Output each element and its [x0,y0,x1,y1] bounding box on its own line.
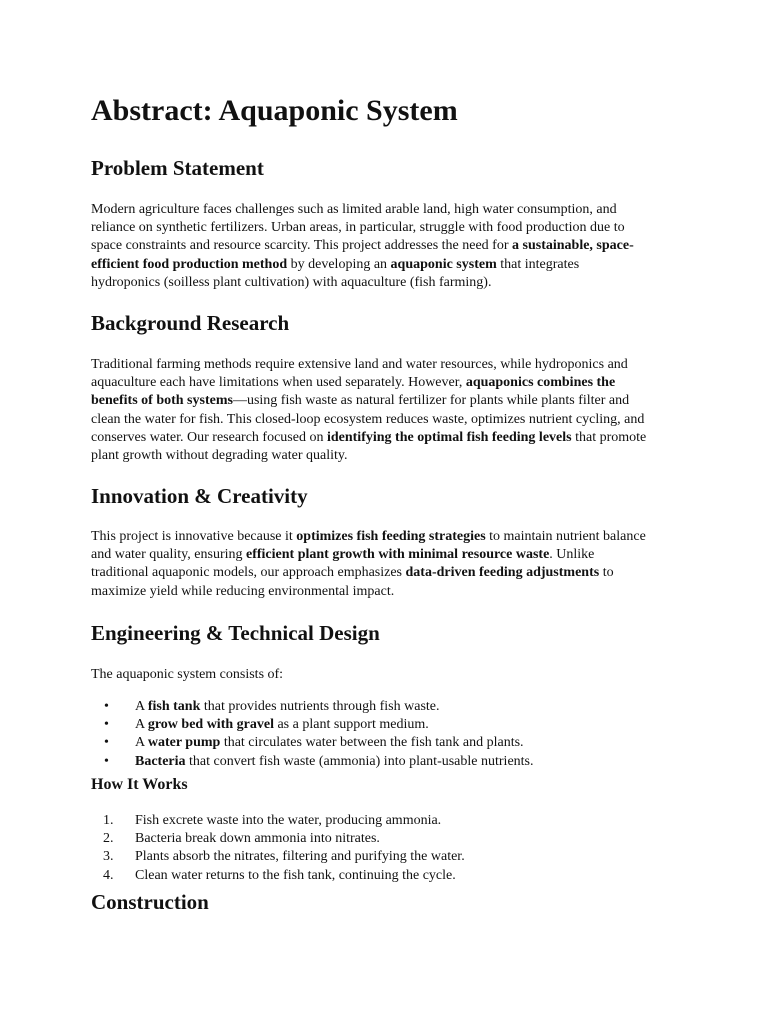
bold-text: identifying the optimal fish feeding levels [326,429,572,445]
text-run: that integrates hydroponics (soilless plant cultivation) with aquaculture (fish farming). [91,256,580,290]
bold-text: grow bed with gravel [147,717,274,733]
construction-heading: Construction [91,890,209,914]
step-number: 1. [103,813,114,828]
how-it-works-heading: How It Works [91,776,188,793]
background-research-heading: Background Research [91,311,290,335]
text-run: to maximize yield while reducing environmental impact. [91,565,614,599]
bullet-marker: • [104,735,109,751]
list-item [91,812,651,830]
problem-statement-paragraph [91,201,651,292]
innovation-paragraph [91,528,651,601]
text-run: as a plant support medium. [273,717,429,733]
bold-text: optimizes fish feeding strategies [296,529,486,544]
text-run: Traditional farming methods require extensive land and water resources, while hydroponics and aquaculture each have limitations when used separately. However, [91,357,628,391]
innovation-heading: Innovation & Creativity [91,484,308,508]
list-item [91,753,651,771]
bold-text: aquaponics combines the benefits of both systems [91,375,616,409]
engineering-heading: Engineering & Technical Design [91,621,380,645]
step-text: Plants absorb the nitrates, filtering and purifying the water. [135,849,465,865]
text-run: that provides nutrients through fish waste. [200,699,440,714]
list-item [91,734,651,752]
text-run: —using fish waste as natural fertilizer for plants while plants filter and clean the water for fish. This closed-loop ecosystem reduces waste, optimizes nutrient cycling, and conserves water. Our research focused on [91,393,645,445]
step-text: Bacteria break down ammonia into nitrates. [135,831,380,847]
list-item [91,867,651,885]
steps-list [91,812,651,885]
bullet-marker: • [104,753,109,769]
list-item [91,848,651,866]
text-run: Modern agriculture faces challenges such as limited arable land, high water consumption, and reliance on synthetic fertilizers. Urban areas, in particular, struggle with food production due to space constraints and resource scarcity. This project addresses the need for [91,202,625,254]
step-number: 4. [103,867,114,883]
bold-text: a sustainable, space-efficient food production method [91,238,634,272]
bullet-marker: • [104,699,109,714]
background-research-paragraph [91,356,651,465]
text-run: A [135,735,148,751]
bold-text: fish tank [147,699,201,714]
list-item [91,716,651,734]
step-number: 3. [103,849,114,865]
engineering-intro: The aquaponic system consists of: [91,667,284,682]
bold-text: aquaponic system [390,256,497,272]
document-title: Abstract: Aquaponic System [91,94,458,127]
text-run: . Unlike traditional aquaponic models, our approach emphasizes [91,547,595,581]
components-list [91,698,651,771]
bold-text: efficient plant growth with minimal resource waste [246,547,550,563]
text-run: A [135,717,148,733]
bullet-marker: • [104,717,109,733]
text-run: that convert fish waste (ammonia) into plant-usable nutrients. [185,753,534,769]
step-text: Fish excrete waste into the water, producing ammonia. [135,813,442,828]
text-run: to maintain nutrient balance and water quality, ensuring [91,529,646,563]
bold-text: water pump [147,735,221,751]
text-run: by developing an [287,256,391,272]
text-run: This project is innovative because it [91,529,297,544]
bold-text: Bacteria [135,753,186,769]
text-run: A [135,699,148,714]
step-number: 2. [103,831,114,847]
list-item [91,698,651,716]
list-item [91,830,651,848]
problem-statement-heading: Problem Statement [91,156,264,180]
text-run: that promote plant growth without degrading water quality. [91,429,647,464]
text-run: that circulates water between the fish tank and plants. [220,735,524,751]
step-text: Clean water returns to the fish tank, continuing the cycle. [135,867,456,883]
bold-text: data-driven feeding adjustments [405,565,600,581]
